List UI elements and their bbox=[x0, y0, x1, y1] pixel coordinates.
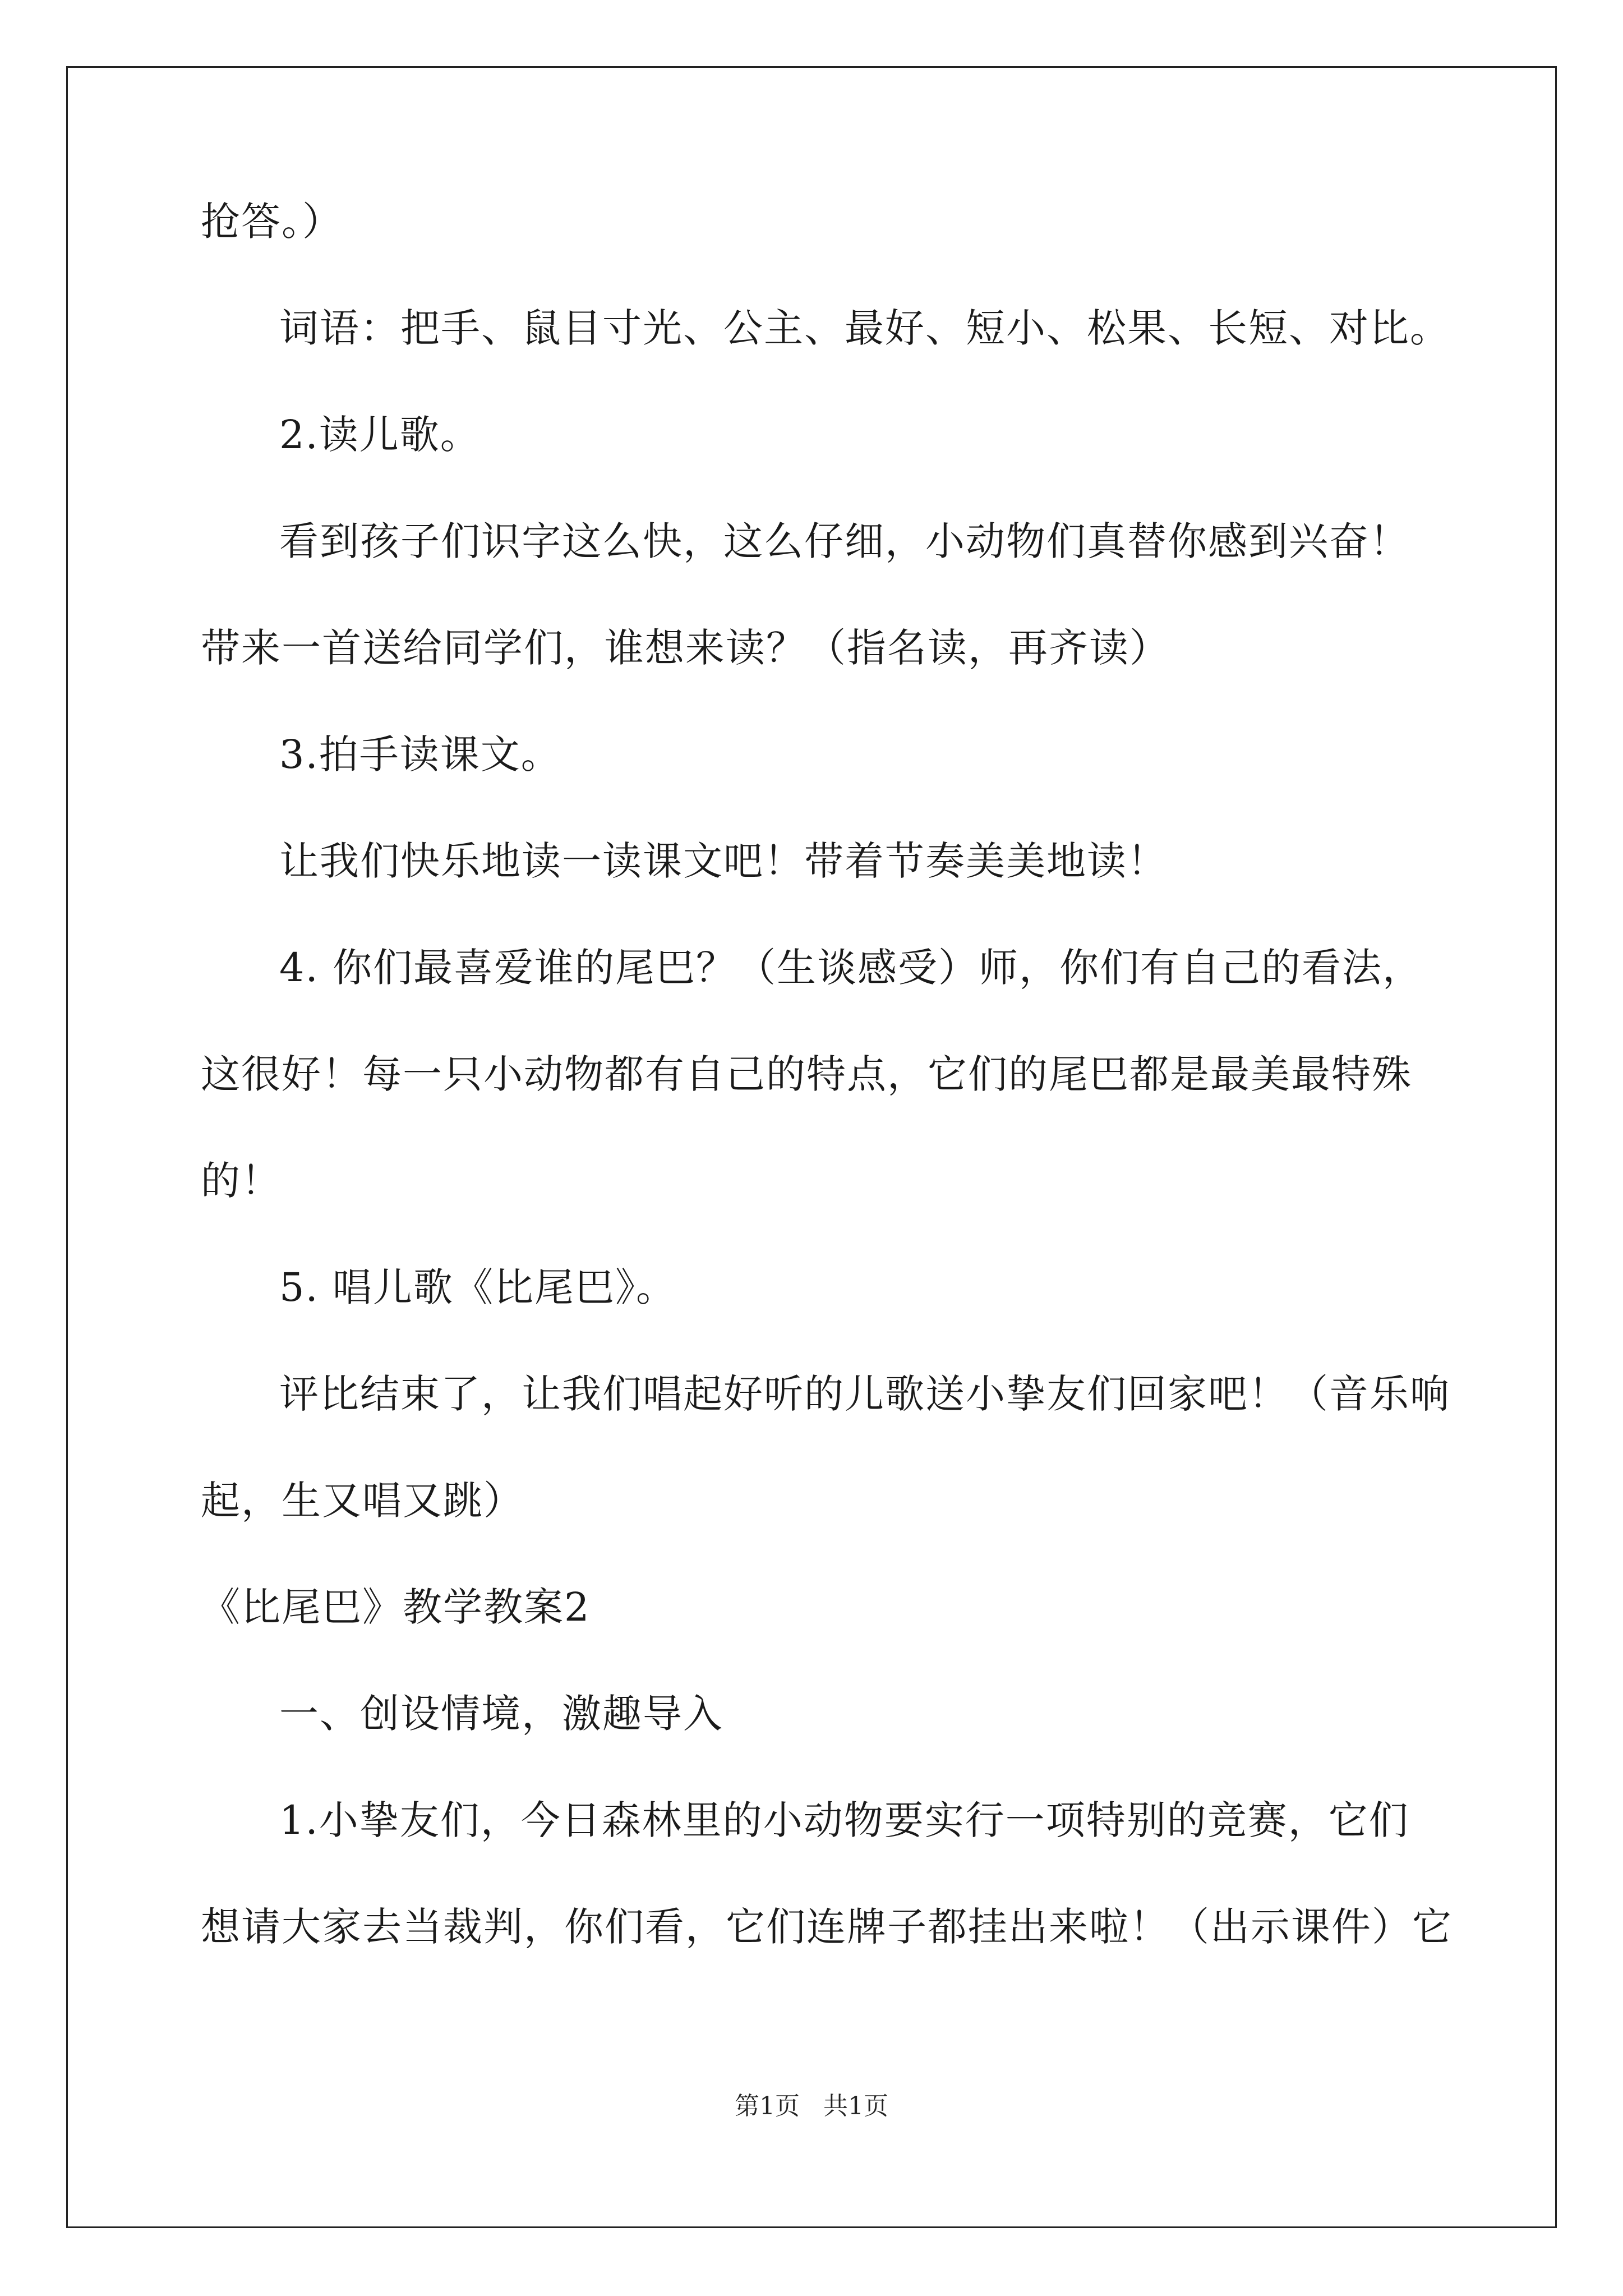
step-heading: 3.拍手读课文。 bbox=[279, 731, 561, 777]
text-line: 带来一首送给同学们，谁想来读？（指名读，再齐读） bbox=[201, 625, 1170, 671]
text-line: 这很好！每一只小动物都有自己的特点，它们的尾巴都是最美最特殊 bbox=[201, 1051, 1412, 1097]
text-line: 让我们快乐地读一读课文吧！带着节奏美美地读！ bbox=[279, 838, 1168, 884]
text-line: 起，生又唱又跳） bbox=[201, 1478, 524, 1524]
step-heading: 2.读儿歌。 bbox=[279, 412, 481, 458]
section-heading: 一、创设情境，激趣导入 bbox=[279, 1691, 723, 1737]
text-line: 的！ bbox=[201, 1158, 282, 1204]
text-line: 1.小挚友们，今日森林里的小动物要实行一项特别的竞赛，它们 bbox=[279, 1797, 1409, 1843]
page-number: 第1页 bbox=[735, 2092, 800, 2120]
text-line: 想请大家去当裁判，你们看，它们连牌子都挂出来啦！（出示课件）它 bbox=[201, 1904, 1453, 1950]
vocabulary-line: 词语：把手、鼠目寸光、公主、最好、短小、松果、长短、对比。 bbox=[279, 305, 1450, 351]
step-heading: 5. 唱儿歌《比尾巴》。 bbox=[279, 1264, 677, 1310]
section-title: 《比尾巴》教学教案2 bbox=[201, 1584, 591, 1630]
step-heading: 4. 你们最喜爱谁的尾巴？（生谈感受）师，你们有自己的看法， bbox=[279, 945, 1423, 991]
page-footer bbox=[0, 2090, 1623, 2123]
page-total: 共1页 bbox=[823, 2092, 888, 2120]
text-line: 看到孩子们识字这么快，这么仔细，小动物们真替你感到兴奋！ bbox=[279, 518, 1410, 564]
text-line: 评比结束了，让我们唱起好听的儿歌送小挚友们回家吧！（音乐响 bbox=[279, 1371, 1450, 1417]
text-line: 抢答。） bbox=[201, 199, 343, 245]
